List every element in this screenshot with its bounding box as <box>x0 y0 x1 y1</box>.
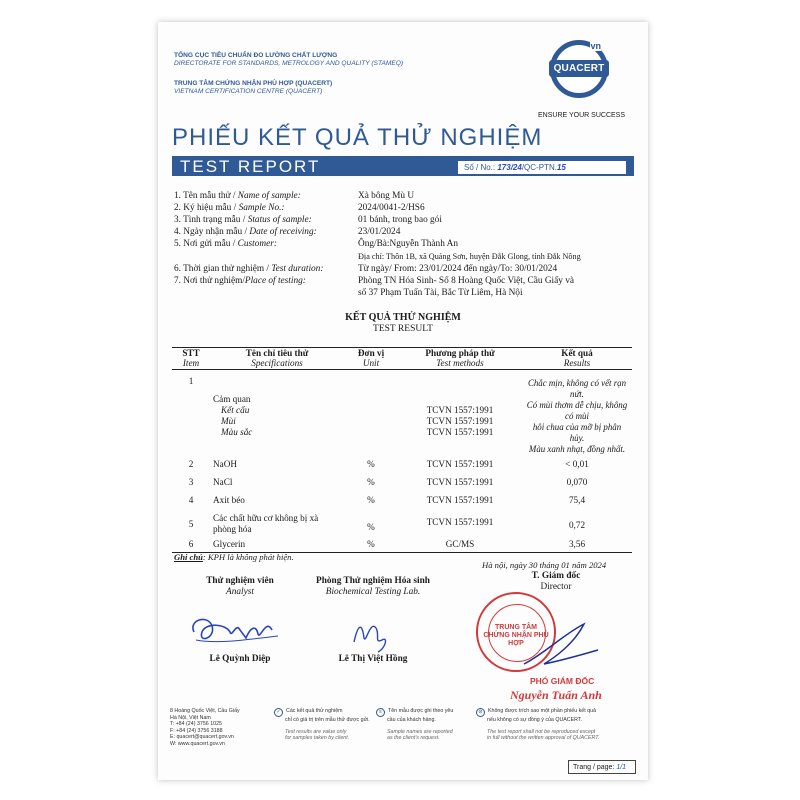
quacert-logo <box>550 40 608 98</box>
logo-vn-mark: vn <box>590 41 601 51</box>
no-copy-icon: ⊘ <box>476 708 485 717</box>
info-label-3: 3. Tình trạng mẫu / Status of sample: <box>174 215 312 225</box>
lab-signature-block: Phòng Thử nghiệm Hóa sinh Biochemical Testing Lab. <box>316 576 430 597</box>
cell-unit: % <box>367 522 375 532</box>
cell-result: 75,4 <box>568 495 586 505</box>
info-label-2: 2. Ký hiệu mẫu / Sample No.: <box>174 203 285 213</box>
report-title-band <box>172 156 634 176</box>
cell-spec: Cảm quan Kết cấu Mùi Màu sắc <box>213 393 253 437</box>
col-unit: Đơn vị Unit <box>344 348 398 370</box>
cell-method: TCVN 1557:1991 TCVN 1557:1991 TCVN 1557:1991 <box>426 404 494 437</box>
analyst-signature <box>186 610 286 652</box>
info-value-2: 2024/0041-2/HS6 <box>358 203 425 213</box>
cell-stt: 6 <box>172 537 210 553</box>
center-name-vn: TRUNG TÂM CHỨNG NHẬN PHÙ HỢP (QUACERT) <box>174 80 333 87</box>
report-title-vn: PHIẾU KẾT QUẢ THỬ NGHIỆM <box>172 124 543 151</box>
report-number-mid: /QC-PTN. <box>521 163 557 172</box>
info-value-7: Phòng TN Hóa Sinh- Số 8 Hoàng Quốc Việt, Cầu Giấy và <box>358 276 575 286</box>
lab-head-name: Lê Thị Việt Hồng <box>338 654 408 664</box>
cell-unit: % <box>367 477 375 487</box>
report-title-en: TEST REPORT <box>180 157 321 176</box>
cell-method: TCVN 1557:1991 <box>426 477 494 487</box>
cell-unit: % <box>367 495 375 505</box>
test-report-sheet <box>158 22 648 780</box>
cell-result: 3,56 <box>522 537 632 553</box>
info-label-4: 4. Ngày nhận mẫu / Date of receiving: <box>174 227 317 237</box>
analyst-signature-block: Thử nghiệm viên Analyst <box>206 576 274 597</box>
info-value-6: Từ ngày/ From: 23/01/2024 đến ngày/To: 30/01/2024 <box>358 264 558 274</box>
cell-spec: Axit béo <box>213 495 245 505</box>
cell-unit <box>344 370 398 458</box>
info-label-1: 1. Tên mẫu thử / Name of sample: <box>174 191 301 201</box>
cell-method: TCVN 1557:1991 <box>426 517 494 527</box>
director-signature <box>514 614 604 674</box>
cell-method: TCVN 1557:1991 <box>426 495 494 505</box>
table-row <box>172 370 632 458</box>
cell-spec: Các chất hữu cơ không bị xà phòng hóa <box>213 513 319 534</box>
cell-result: Chắc mịn, không có vết rạn nứt. Có mùi thơm dễ chịu, không có mùi hôi chua của mỡ bị phân hủy. Màu xanh nhạt, đồng nhất. <box>526 378 628 454</box>
deputy-name: Nguyễn Tuấn Anh <box>510 688 602 702</box>
cell-unit: % <box>367 459 375 469</box>
result-title-vn: KẾT QUẢ THỬ NGHIỆM <box>345 312 461 323</box>
footer-address: 8 Hoàng Quốc Việt, Cầu Giấy Hà Nội, Việt Nam T: +84 (24) 3756 1025 F: +84 (24) 3756 3188 E: quacert@quacert.gov.vn W: www.quacert.gov.vn <box>170 708 240 747</box>
cell-stt: 4 <box>188 495 194 505</box>
info-label-7: 7. Nơi thử nghiệm/Place of testing: <box>174 276 306 286</box>
footer-note-2: ≡ Tên mẫu được ghi theo yêu cầu của khách hàng. Sample names are reported as the client's request. <box>376 708 453 742</box>
info-label-6: 6. Thời gian thử nghiệm / Test duration: <box>174 264 324 274</box>
info-value-4: 23/01/2024 <box>358 227 401 237</box>
center-name-en: VIETNAM CERTIFICATION CENTRE (QUACERT) <box>174 88 323 95</box>
checkmark-icon: ✓ <box>274 708 283 717</box>
report-number-end: 15 <box>556 163 566 172</box>
cell-stt: 2 <box>188 459 194 469</box>
official-stamp: TRUNG TÂM CHỨNG NHẬN PHÙ HỢP <box>476 592 556 672</box>
col-method: Phương pháp thử Test methods <box>398 348 522 370</box>
table-row <box>172 472 632 490</box>
page-number: Trang / page: 1/1 <box>568 760 636 774</box>
analyst-name: Lê Quỳnh Diệp <box>209 654 271 664</box>
table-row <box>172 490 632 508</box>
logo-wordmark: QUACERT <box>549 60 609 77</box>
info-label-5: 5. Nơi gửi mẫu / Customer: <box>174 239 277 249</box>
cell-method: GC/MS <box>398 537 522 553</box>
cell-unit: % <box>344 537 398 553</box>
table-row <box>172 537 632 553</box>
report-number-value: 173/24 <box>497 163 522 172</box>
issue-date: Hà nội, ngày 30 tháng 01 năm 2024 <box>482 560 607 570</box>
org-name-en: DIRECTORATE FOR STANDARDS, METROLOGY AND QUALITY (STAMEQ) <box>174 60 404 67</box>
cell-spec: NaCl <box>213 477 233 487</box>
cell-stt: 3 <box>188 477 194 487</box>
table-row <box>172 457 632 472</box>
note: Ghi chú: KPH là không phát hiện. <box>174 552 294 562</box>
result-title-en: TEST RESULT <box>373 324 433 334</box>
footer-note-1: ✓ Các kết quả thử nghiệm chỉ có giá trị trên mẫu thử được gửi. Test results are value only for samples taken by client. <box>274 708 370 742</box>
col-stt: STT Item <box>172 348 210 370</box>
table-row <box>172 508 632 537</box>
cell-spec: Glycerin <box>210 537 344 553</box>
col-spec: Tên chỉ tiêu thử Specifications <box>210 348 344 370</box>
footer-note-3: ⊘ Không được trích sao một phần phiếu kết quả nếu không có sự đồng ý của QUACERT. The test report shall not be reproduced except in full without the written approval of QUACERT. <box>476 708 599 742</box>
cell-result: 0,070 <box>566 477 588 487</box>
tagline: ENSURE YOUR SUCCESS <box>538 112 626 119</box>
cell-spec: NaOH <box>213 459 237 469</box>
lab-signature <box>348 614 408 654</box>
info-value-3: 01 bánh, trong bao gói <box>358 215 442 225</box>
cell-method: TCVN 1557:1991 <box>426 459 494 469</box>
info-value-7b: số 37 Phạm Tuấn Tài, Bắc Từ Liêm, Hà Nội <box>358 288 523 298</box>
info-value-address: Địa chỉ: Thôn 1B, xã Quảng Sơn, huyện Đắk Glong, tỉnh Đắk Nông <box>358 252 581 261</box>
cell-stt: 5 <box>188 518 194 529</box>
cell-result: 0,72 <box>568 520 586 530</box>
report-number-label: Số / No.: <box>464 163 496 172</box>
cell-result: < 0,01 <box>565 459 589 469</box>
info-value-1: Xà bông Mù U <box>358 191 415 201</box>
director-block: T. Giám đốc Director <box>531 571 581 592</box>
report-number <box>458 161 626 174</box>
table-header-row <box>172 348 632 370</box>
document-icon: ≡ <box>376 708 385 717</box>
org-name-vn: TỔNG CỤC TIÊU CHUẨN ĐO LƯỜNG CHẤT LƯỢNG <box>174 52 338 59</box>
deputy-title: PHÓ GIÁM ĐỐC <box>530 676 595 686</box>
cell-stt: 1 <box>188 376 194 386</box>
col-result: Kết quả Results <box>522 348 632 370</box>
results-table <box>172 347 632 553</box>
info-value-5: Ông/Bà:Nguyễn Thành An <box>358 239 459 249</box>
